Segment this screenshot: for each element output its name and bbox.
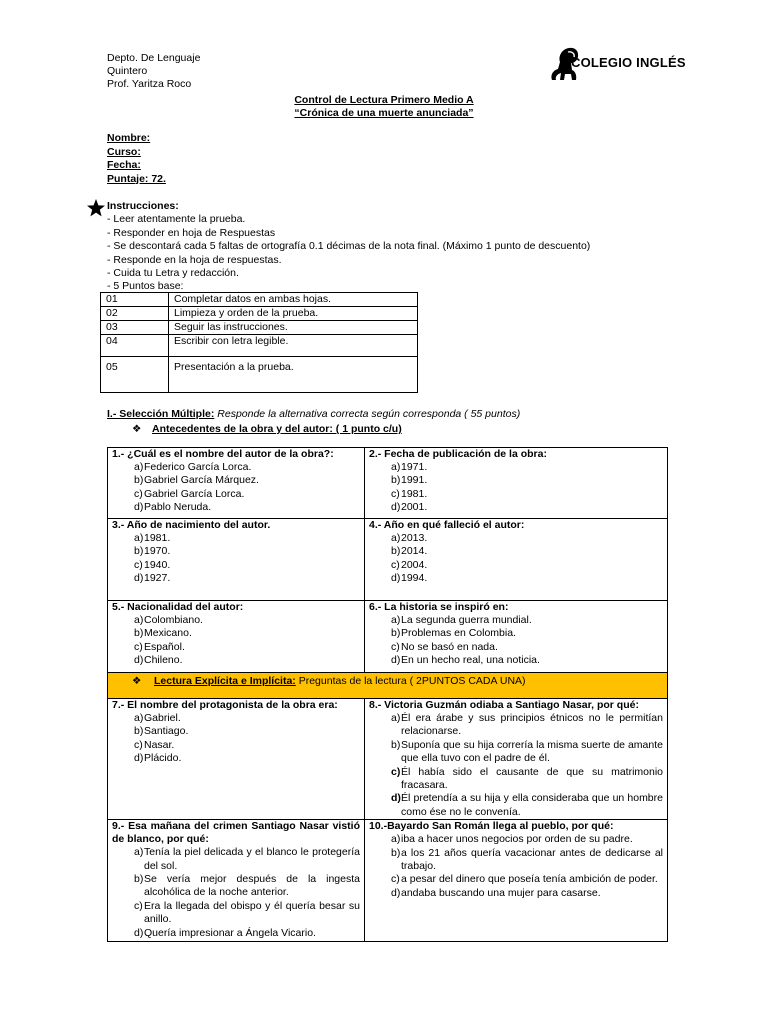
option-letter: a): [391, 461, 401, 473]
option-letter: b): [134, 474, 144, 487]
point-text: Completar datos en ambas hojas.: [169, 293, 418, 307]
table-row: [101, 307, 418, 321]
question-row: [108, 448, 668, 519]
option-letter: d): [134, 654, 144, 667]
option-text: Quería impresionar a Ángela Vicario.: [144, 926, 316, 939]
question-row: [108, 601, 668, 673]
option-a: [369, 461, 663, 474]
option-text: 2013.: [401, 532, 428, 544]
option-text: iba a hacer unos negocios por orden de su padre.: [401, 833, 633, 846]
option-text: Santiago.: [144, 725, 189, 738]
question-7: [108, 699, 365, 820]
field-course: Curso:: [107, 145, 141, 158]
option-b: [112, 545, 360, 558]
option-text: Era la llegada del obispo y él quería besar su anillo.: [144, 899, 360, 926]
option-text: Problemas en Colombia.: [401, 627, 516, 640]
option-text: Mexicano.: [144, 627, 192, 640]
option-a: [112, 461, 360, 474]
option-b: [369, 545, 663, 558]
option-text: 1981.: [401, 487, 428, 500]
option-b: [369, 739, 663, 766]
option-text: No se basó en nada.: [401, 640, 498, 653]
field-name: Nombre:: [107, 132, 151, 144]
option-letter: a): [134, 712, 144, 724]
option-text: Gabriel.: [144, 712, 181, 724]
option-b: [112, 627, 360, 640]
option-d: [369, 792, 663, 819]
option-letter: a): [134, 461, 144, 473]
section-1-subheading: [132, 423, 402, 436]
instruction-item: - Responder en hoja de Respuestas: [107, 226, 276, 239]
option-d: [369, 887, 663, 900]
option-text: Él era árabe y sus principios étnicos no le permitían relacionarse.: [401, 712, 663, 738]
option-letter: d): [391, 886, 401, 899]
table-row: [101, 321, 418, 335]
option-letter: b): [134, 545, 144, 558]
title-line-1: Control de Lectura Primero Medio A: [294, 94, 474, 106]
question-4: [365, 519, 668, 601]
option-letter: a): [391, 532, 401, 544]
question-text: 8.- Victoria Guzmán odiaba a Santiago Nasar, por qué:: [369, 699, 639, 711]
option-b: [112, 474, 360, 487]
instructions-heading: Instrucciones:: [107, 200, 179, 212]
option-b: [369, 627, 663, 640]
option-c: [369, 559, 663, 572]
option-letter: b): [391, 846, 401, 859]
option-letter: b): [391, 627, 401, 640]
question-text: 2.- Fecha de publicación de la obra:: [369, 448, 547, 460]
option-letter: d): [134, 926, 144, 939]
option-c: [369, 641, 663, 654]
option-letter: b): [391, 474, 401, 487]
question-text: 1.- ¿Cuál es el nombre del autor de la obra?:: [112, 448, 334, 460]
option-text: 1970.: [144, 545, 171, 558]
option-letter: d): [134, 572, 144, 585]
option-c: [112, 739, 360, 752]
question-text: 3.- Año de nacimiento del autor.: [112, 519, 271, 531]
option-letter: a): [134, 614, 144, 626]
field-date: Fecha:: [107, 159, 141, 171]
point-number: 04: [101, 335, 169, 357]
option-b: [369, 474, 663, 487]
option-d: [369, 572, 663, 585]
option-text: 2004.: [401, 558, 428, 571]
option-letter: c): [134, 899, 143, 912]
question-text: 7.- El nombre del protagonista de la obra era:: [112, 699, 338, 711]
option-text: 1981.: [144, 532, 171, 544]
option-c: [112, 641, 360, 654]
option-text: 1927.: [144, 572, 171, 585]
diamond-bullet-icon: ❖: [132, 423, 142, 435]
student-fields: [107, 132, 166, 186]
question-10: [365, 820, 668, 942]
option-text: Él había sido el causante de que su matrimonio fracasara.: [401, 765, 663, 792]
instruction-item: - Cuida tu Letra y redacción.: [107, 267, 239, 280]
option-letter: a): [134, 846, 144, 859]
instruction-item: - Leer atentamente la prueba.: [107, 213, 246, 226]
section-2-heading: [108, 673, 668, 699]
question-row: [108, 519, 668, 601]
option-text: a los 21 años quería vacacionar antes de dedicarse al trabajo.: [401, 846, 663, 873]
questions-table: [107, 447, 668, 942]
option-text: La segunda guerra mundial.: [401, 614, 532, 626]
option-d: [369, 501, 663, 514]
question-9: [108, 820, 365, 942]
option-c: [112, 900, 360, 927]
option-a: [112, 846, 360, 873]
option-letter: d): [391, 654, 401, 667]
question-3: [108, 519, 365, 601]
title-line-2: “Crónica de una muerte anunciada”: [294, 107, 474, 119]
option-text: Colombiano.: [144, 614, 203, 626]
option-d: [112, 927, 360, 940]
option-text: Plácido.: [144, 752, 182, 765]
option-letter: c): [134, 487, 143, 500]
section-2-label: Lectura Explícita e Implícita:: [154, 675, 296, 687]
exam-title: [0, 94, 768, 120]
option-a: [112, 614, 360, 627]
option-letter: c): [391, 487, 400, 500]
school-header: [107, 52, 200, 91]
option-b: [369, 847, 663, 874]
option-text: Tenía la piel delicada y el blanco le protegería del sol.: [144, 846, 360, 872]
option-text: 1940.: [144, 558, 171, 571]
table-row: [101, 357, 418, 393]
question-text: 5.- Nacionalidad del autor:: [112, 601, 244, 613]
option-b: [112, 873, 360, 900]
question-text: 9.- Esa mañana del crimen Santiago Nasar vistió de blanco, por qué:: [112, 820, 360, 846]
question-row: [108, 699, 668, 820]
option-a: [369, 614, 663, 627]
point-number: 02: [101, 307, 169, 321]
option-letter: d): [134, 501, 144, 514]
option-letter: b): [391, 545, 401, 558]
point-text: Limpieza y orden de la prueba.: [169, 307, 418, 321]
option-text: 2014.: [401, 545, 428, 558]
option-letter: b): [134, 725, 144, 738]
question-text: 6.- La historia se inspiró en:: [369, 601, 509, 613]
logo-text: COLEGIO INGLÉS: [571, 55, 686, 70]
option-letter: a): [391, 833, 401, 846]
option-text: 1994.: [401, 572, 428, 585]
option-letter: c): [391, 558, 400, 571]
option-text: Pablo Neruda.: [144, 501, 212, 514]
question-text: 4.- Año en qué falleció el autor:: [369, 519, 525, 531]
option-text: Nasar.: [144, 738, 175, 751]
option-text: Suponía que su hija correría la misma suerte de amante que ella tuvo con el padre de él.: [401, 738, 663, 765]
option-text: andaba buscando una mujer para casarse.: [401, 886, 601, 899]
option-letter: a): [391, 614, 401, 626]
option-a: [369, 833, 663, 846]
base-points-table: [100, 292, 418, 393]
option-a: [112, 712, 360, 725]
option-c: [369, 873, 663, 886]
option-c: [112, 488, 360, 501]
option-text: Gabriel García Márquez.: [144, 474, 259, 487]
instruction-item: - Se descontará cada 5 faltas de ortografía 0.1 décimas de la nota final. (Máximo 1 punto de descuento): [107, 240, 591, 253]
point-number: 01: [101, 293, 169, 307]
option-c: [369, 488, 663, 501]
point-number: 03: [101, 321, 169, 335]
option-text: a pesar del dinero que poseía tenía ambición de poder.: [401, 873, 658, 886]
option-text: 2001.: [401, 501, 428, 514]
option-text: Se vería mejor después de la ingesta alcohólica de la noche anterior.: [144, 873, 360, 899]
option-c: [369, 766, 663, 793]
option-letter: c): [391, 873, 400, 886]
point-text: Seguir las instrucciones.: [169, 321, 418, 335]
option-letter: b): [134, 627, 144, 640]
diamond-bullet-icon: ❖: [132, 675, 142, 687]
question-8: [365, 699, 668, 820]
option-d: [112, 654, 360, 667]
option-text: Gabriel García Lorca.: [144, 487, 245, 500]
school-logo: [546, 44, 686, 84]
option-text: 1971.: [401, 461, 428, 473]
section-2-description: Preguntas de la lectura ( 2PUNTOS CADA UNA): [295, 675, 526, 687]
instruction-item: - Responde en la hoja de respuestas.: [107, 253, 282, 266]
point-text: Escribir con letra legible.: [169, 335, 418, 357]
option-a: [369, 532, 663, 545]
option-d: [112, 572, 360, 585]
option-letter: d): [391, 501, 401, 514]
department: Depto. De Lenguaje: [107, 52, 201, 64]
option-text: En un hecho real, una noticia.: [401, 654, 540, 667]
option-letter: d): [391, 572, 401, 585]
option-d: [112, 501, 360, 514]
star-icon: [86, 198, 106, 218]
option-text: Chileno.: [144, 654, 183, 667]
section-1-description: Responde la alternativa correcta según corresponda ( 55 puntos): [214, 408, 521, 420]
question-1: [108, 448, 365, 519]
option-letter: c): [391, 640, 400, 653]
option-d: [369, 654, 663, 667]
option-b: [112, 725, 360, 738]
question-text: 10.-Bayardo San Román llega al pueblo, por qué:: [369, 820, 614, 833]
section-1-label: I.- Selección Múltiple:: [107, 408, 215, 420]
option-a: [112, 532, 360, 545]
option-letter: c): [391, 765, 401, 778]
option-text: 1991.: [401, 474, 428, 487]
question-row: [108, 820, 668, 942]
instruction-item: - 5 Puntos base:: [107, 280, 184, 293]
location: Quintero: [107, 65, 148, 77]
option-text: Federico García Lorca.: [144, 461, 252, 473]
teacher: Prof. Yaritza Roco: [107, 78, 192, 90]
section-1-heading: [107, 408, 520, 421]
section-1-sub: Antecedentes de la obra y del autor: ( 1 punto c/u): [152, 423, 402, 435]
option-a: [369, 712, 663, 739]
option-d: [112, 752, 360, 765]
question-5: [108, 601, 365, 673]
option-letter: c): [134, 558, 143, 571]
option-letter: c): [134, 738, 143, 751]
option-letter: a): [391, 712, 401, 724]
option-letter: c): [134, 640, 143, 653]
section-2-row: [108, 673, 668, 699]
instructions: [107, 200, 590, 294]
option-letter: b): [134, 873, 144, 886]
option-letter: b): [391, 738, 401, 751]
point-number: 05: [101, 357, 169, 393]
option-c: [112, 559, 360, 572]
option-letter: d): [134, 752, 144, 765]
table-row: [101, 335, 418, 357]
option-letter: a): [134, 532, 144, 544]
option-text: Español.: [144, 640, 185, 653]
question-6: [365, 601, 668, 673]
field-score: Puntaje: 72.: [107, 172, 166, 185]
option-letter: d): [391, 792, 401, 805]
point-text: Presentación a la prueba.: [169, 357, 418, 393]
question-2: [365, 448, 668, 519]
table-row: [101, 293, 418, 307]
option-text: Él pretendía a su hija y ella consideraba que un hombre como ése no le convenía.: [401, 792, 663, 818]
